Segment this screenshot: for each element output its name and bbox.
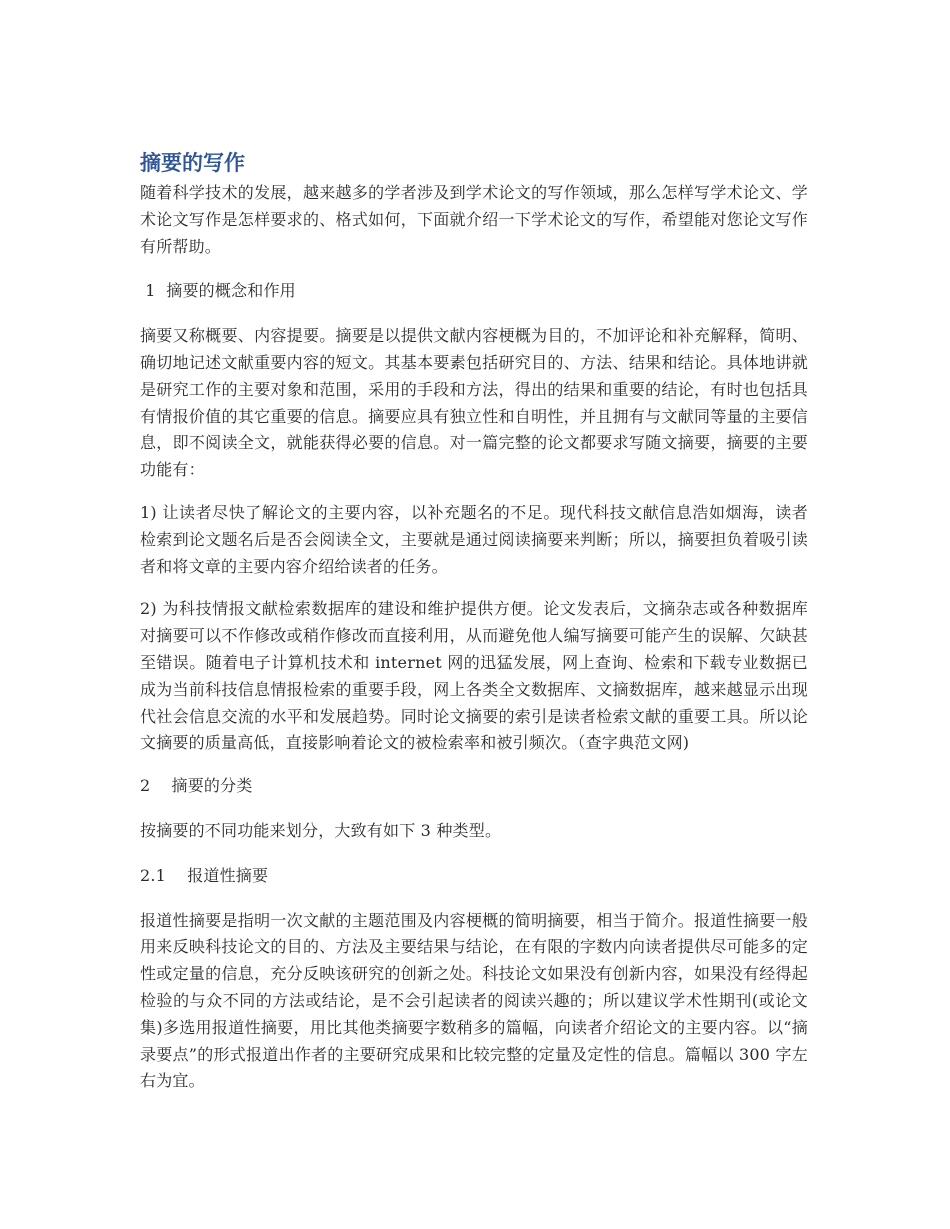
- page-title: 摘要的写作: [140, 151, 245, 175]
- document-page: [140, 148, 808, 1111]
- section-2-1-heading: 2.1 报道性摘要: [140, 865, 269, 885]
- section-1-heading: 1 摘要的概念和作用: [140, 281, 296, 301]
- section-1-paragraph-2: 1) 让读者尽快了解论文的主要内容，以补充题名的不足。现代科技文献信息浩如烟海，读者检索到论文题名后是否会阅读全文，主要就是通过阅读摘要来判断；所以，摘要担负着吸引读者和将文章的主要内容介绍给读者的任务。: [140, 502, 808, 576]
- section-1-paragraph-1: 摘要又称概要、内容提要。摘要是以提供文献内容梗概为目的，不加评论和补充解释，简明、确切地记述文献重要内容的短文。其基本要素包括研究目的、方法、结果和结论。具体地讲就是研究工作的主要对象和范围，采用的手段和方法，得出的结果和重要的结论，有时也包括具有情报价值的其它重要的信息。摘要应具有独立性和自明性，并且拥有与文献同等量的主要信息，即不阅读全文，就能获得必要的信息。对一篇完整的论文都要求写随文摘要，摘要的主要功能有：: [140, 326, 808, 480]
- section-2-paragraph-1: 按摘要的不同功能来划分，大致有如下 3 种类型。: [140, 820, 502, 840]
- section-1-paragraph-3: 2) 为科技情报文献检索数据库的建设和维护提供方便。论文发表后，文摘杂志或各种数据库对摘要可以不作修改或稍作修改而直接利用，从而避免他人编写摘要可能产生的误解、欠缺甚至错误。随着电子计算机技术和 internet 网的迅猛发展，网上查询、检索和下载专业数据已成为当前科技信息情报检索的重要手段，网上各类全文数据库、文摘数据库，越来越显示出现代社会信息交流的水平和发展趋势。同时论文摘要的索引是读者检索文献的重要工具。所以论文摘要的质量高低，直接影响着论文的被检索率和被引频次。（查字典范文网): [140, 599, 808, 753]
- intro-paragraph: 随着科学技术的发展，越来越多的学者涉及到学术论文的写作领域，那么怎样写学术论文、学术论文写作是怎样要求的、格式如何，下面就介绍一下学术论文的写作，希望能对您论文写作有所帮助。: [140, 183, 808, 256]
- section-2-heading: 2 摘要的分类: [140, 776, 253, 796]
- section-2-1-paragraph-1: 报道性摘要是指明一次文献的主题范围及内容梗概的简明摘要，相当于简介。报道性摘要一般用来反映科技论文的目的、方法及主要结果与结论，在有限的字数内向读者提供尽可能多的定性或定量的信息，充分反映该研究的创新之处。科技论文如果没有创新内容，如果没有经得起检验的与众不同的方法或结论，是不会引起读者的阅读兴趣的；所以建议学术性期刊(或论文集)多选用报道性摘要，用比其他类摘要字数稍多的篇幅，向读者介绍论文的主要内容。以“摘录要点”的形式报道出作者的主要研究成果和比较完整的定量及定性的信息。篇幅以 300 字左右为宜。: [140, 910, 808, 1091]
